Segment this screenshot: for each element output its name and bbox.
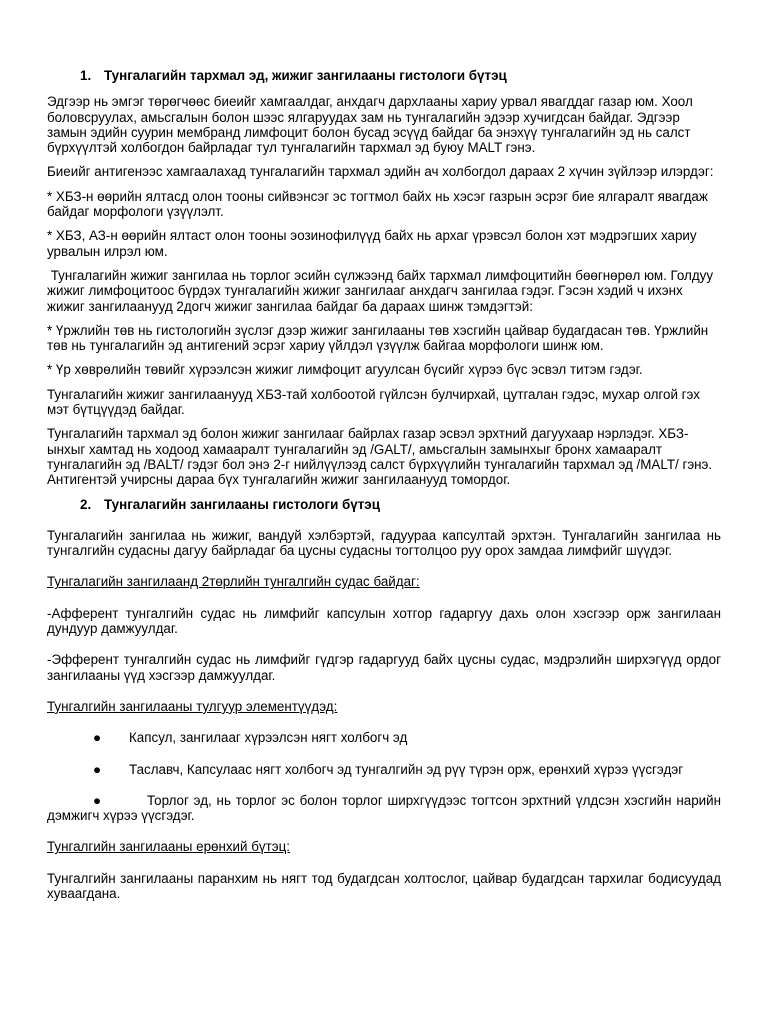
bullet-icon: ● [93, 792, 102, 808]
paragraph-afferent: -Афферент тунгалгийн судас нь лимфийг капсулын хотгор гадаргуу дахь олон хэсгээр орж зангилаан дундуур дамжуулдаг. [47, 605, 721, 637]
list-item [47, 730, 721, 745]
elements-heading: Тунгалгийн зангилааны тулгуур элементүүдэд: [47, 698, 338, 714]
elements-list [47, 730, 721, 823]
list-item [47, 762, 721, 777]
paragraph-factor-2: * ХБЗ, АЗ-н өөрийн ялтаст олон тооны эозинофилүүд байх нь архаг үрэвсэл болон хэт мэдрэгших хариу урвалын илрэл юм. [47, 228, 697, 259]
paragraph-malt-intro: Эдгээр нь эмгэг төрөгчөөс биеийг хамгаалдаг, анхдагч дархлааны хариу урвал явагддаг газар юм. Хоол боловсруулах, амьсгалын болон шээс ялгаруудах зам нь тунгалагийн эдээр хучигдсан байдаг. Эдгээр замын эдийн суурин мембранд лимфоцит болон бусад эсүүд байдаг ба энэхүү тунгалагийн эд нь салст бүрхүүлтэй холбогдон байрладаг тул тунгалагийн тархмал эд буюу MALT гэнэ. [47, 94, 693, 156]
paragraph-antigen-factors: Биеийг антигенээс хамгаалахад тунгалагийн тархмал эдийн ач холбогдол дараах 2 хүчин зүйлээр илэрдэг: [47, 164, 714, 180]
bullet-icon: ● [93, 730, 102, 746]
list-item [47, 793, 721, 824]
section-1-title: Тунгалагийн тархмал эд, жижиг зангилааны гистологи бүтэц [104, 68, 507, 83]
document-page [47, 68, 721, 910]
paragraph-factor-1: * ХБЗ-н өөрийн ялтасд олон тооны сийвэнсэг эс тогтмол байх нь хэсэг газрын эсрэг бие ялгаралт явагдаж байдаг морфологи үзүүлэлт. [47, 188, 708, 220]
list-item-text: Торлог эд, нь торлог эс болон торлог ширхгүүдээс тогтсон эрхтний үлдсэн хэсгийн нарийн дэмжигч хүрээ үүсгэдэг. [47, 792, 721, 824]
paragraph-mantle-zone: * Үр хөврөлийн төвийг хүрээлсэн жижиг лимфоцит агуулсан бүсийг хүрээ бүс эсвэл титэм гэдэг. [47, 362, 643, 378]
paragraph-nodule-definition: Тунгалагийн жижиг зангилаа нь торлог эсийн сүлжээнд байх тархмал лимфоцитийн бөөгнөрөл юм. Голдуу жижиг лимфоцитоос бүрдэх тунгалагийн жижиг зангилааг анхдагч зангилаа гэдэг. Гэсэн хэдий ч ихэнх жижиг зангилаанууд 2догч жижиг зангилаа байдаг ба дараах шинж тэмдэгтэй: [47, 267, 717, 314]
paragraph-structure: Тунгалгийн зангилааны паранхим нь нягт тод будагдсан холтослог, цайвар будагдсан тархилаг бодисуудад хуваагдана. [47, 870, 721, 901]
paragraph-germinal-center: * Үржлийн төв нь гистологийн зүслэг дээр жижиг зангилааны төв хэсгийн цайвар будагдасан төв. Үржлийн төв нь тунгалагийн эд антигений эсрэг хариу үйлдэл үзүүлж байгаа морфологи шинж юм. [47, 322, 709, 354]
paragraph-efferent: -Эфферент тунгалгийн судас нь лимфийг гүдгэр гадаргууд байх цусны судас, мэдрэлийн ширхэгүүд ордог зангилааны үүд хэсгээр дамжуулдаг. [47, 652, 721, 683]
list-item-text: Таславч, Капсулаас нягт холбогч эд тунгалгийн эд рүү түрэн орж, ерөнхий хүрээ үүсгэдэг [129, 761, 684, 777]
section-2-number: 2. [80, 496, 92, 512]
section-1-number: 1. [80, 68, 92, 83]
section-2-heading [47, 497, 721, 512]
list-item-text: Капсул, зангилааг хүрээлсэн нягт холбогч эд [129, 730, 408, 746]
paragraph-nodule-locations: Тунгалагийн жижиг зангилаанууд ХБЗ-тай холбоотой гүйлсэн булчирхай, цутгалан гэдэс, мухар олгой гэх мэт бүтцүүдэд байдаг. [47, 386, 700, 418]
bullet-icon: ● [93, 761, 102, 777]
vessels-heading: Тунгалагийн зангилаанд 2төрлийн тунгалгийн судас байдаг: [47, 574, 420, 590]
paragraph-lymph-node-intro: Тунгалагийн зангилаа нь жижиг, вандуй хэлбэртэй, гадуураа капсултай эрхтэн. Тунгалагийн зангилаа нь тунгалгийн судасны дагуу байрладаг ба цусны судасны тогтолцоо руу орох замдаа лимфийг шүүдэг. [47, 527, 721, 559]
section-1-heading [47, 68, 721, 83]
structure-heading: Тунгалгийн зангилааны ерөнхий бүтэц: [47, 839, 290, 855]
section-2-title: Тунгалагийн зангилааны гистологи бүтэц [104, 496, 380, 512]
paragraph-galt-balt-malt: Тунгалагийн тархмал эд болон жижиг зангилааг байрлах газар эсвэл эрхтний дагуухаар нэрлэдэг. ХБЗ-ынхыг хамтад нь ходоод хамааралт тунгалагийн эд /GALT/, амьсгалын замынхыг бронх хамааралт тунгалагийн эд /BALT/ гэдэг бол энэ 2-г нийлүүлээд салст бүрхүүлийн тунгалагийн тархмал эд /MALT/ гэнэ. Антигентэй учирсны дараа бүх тунгалагийн жижиг зангилаанууд томордог. [47, 426, 713, 488]
